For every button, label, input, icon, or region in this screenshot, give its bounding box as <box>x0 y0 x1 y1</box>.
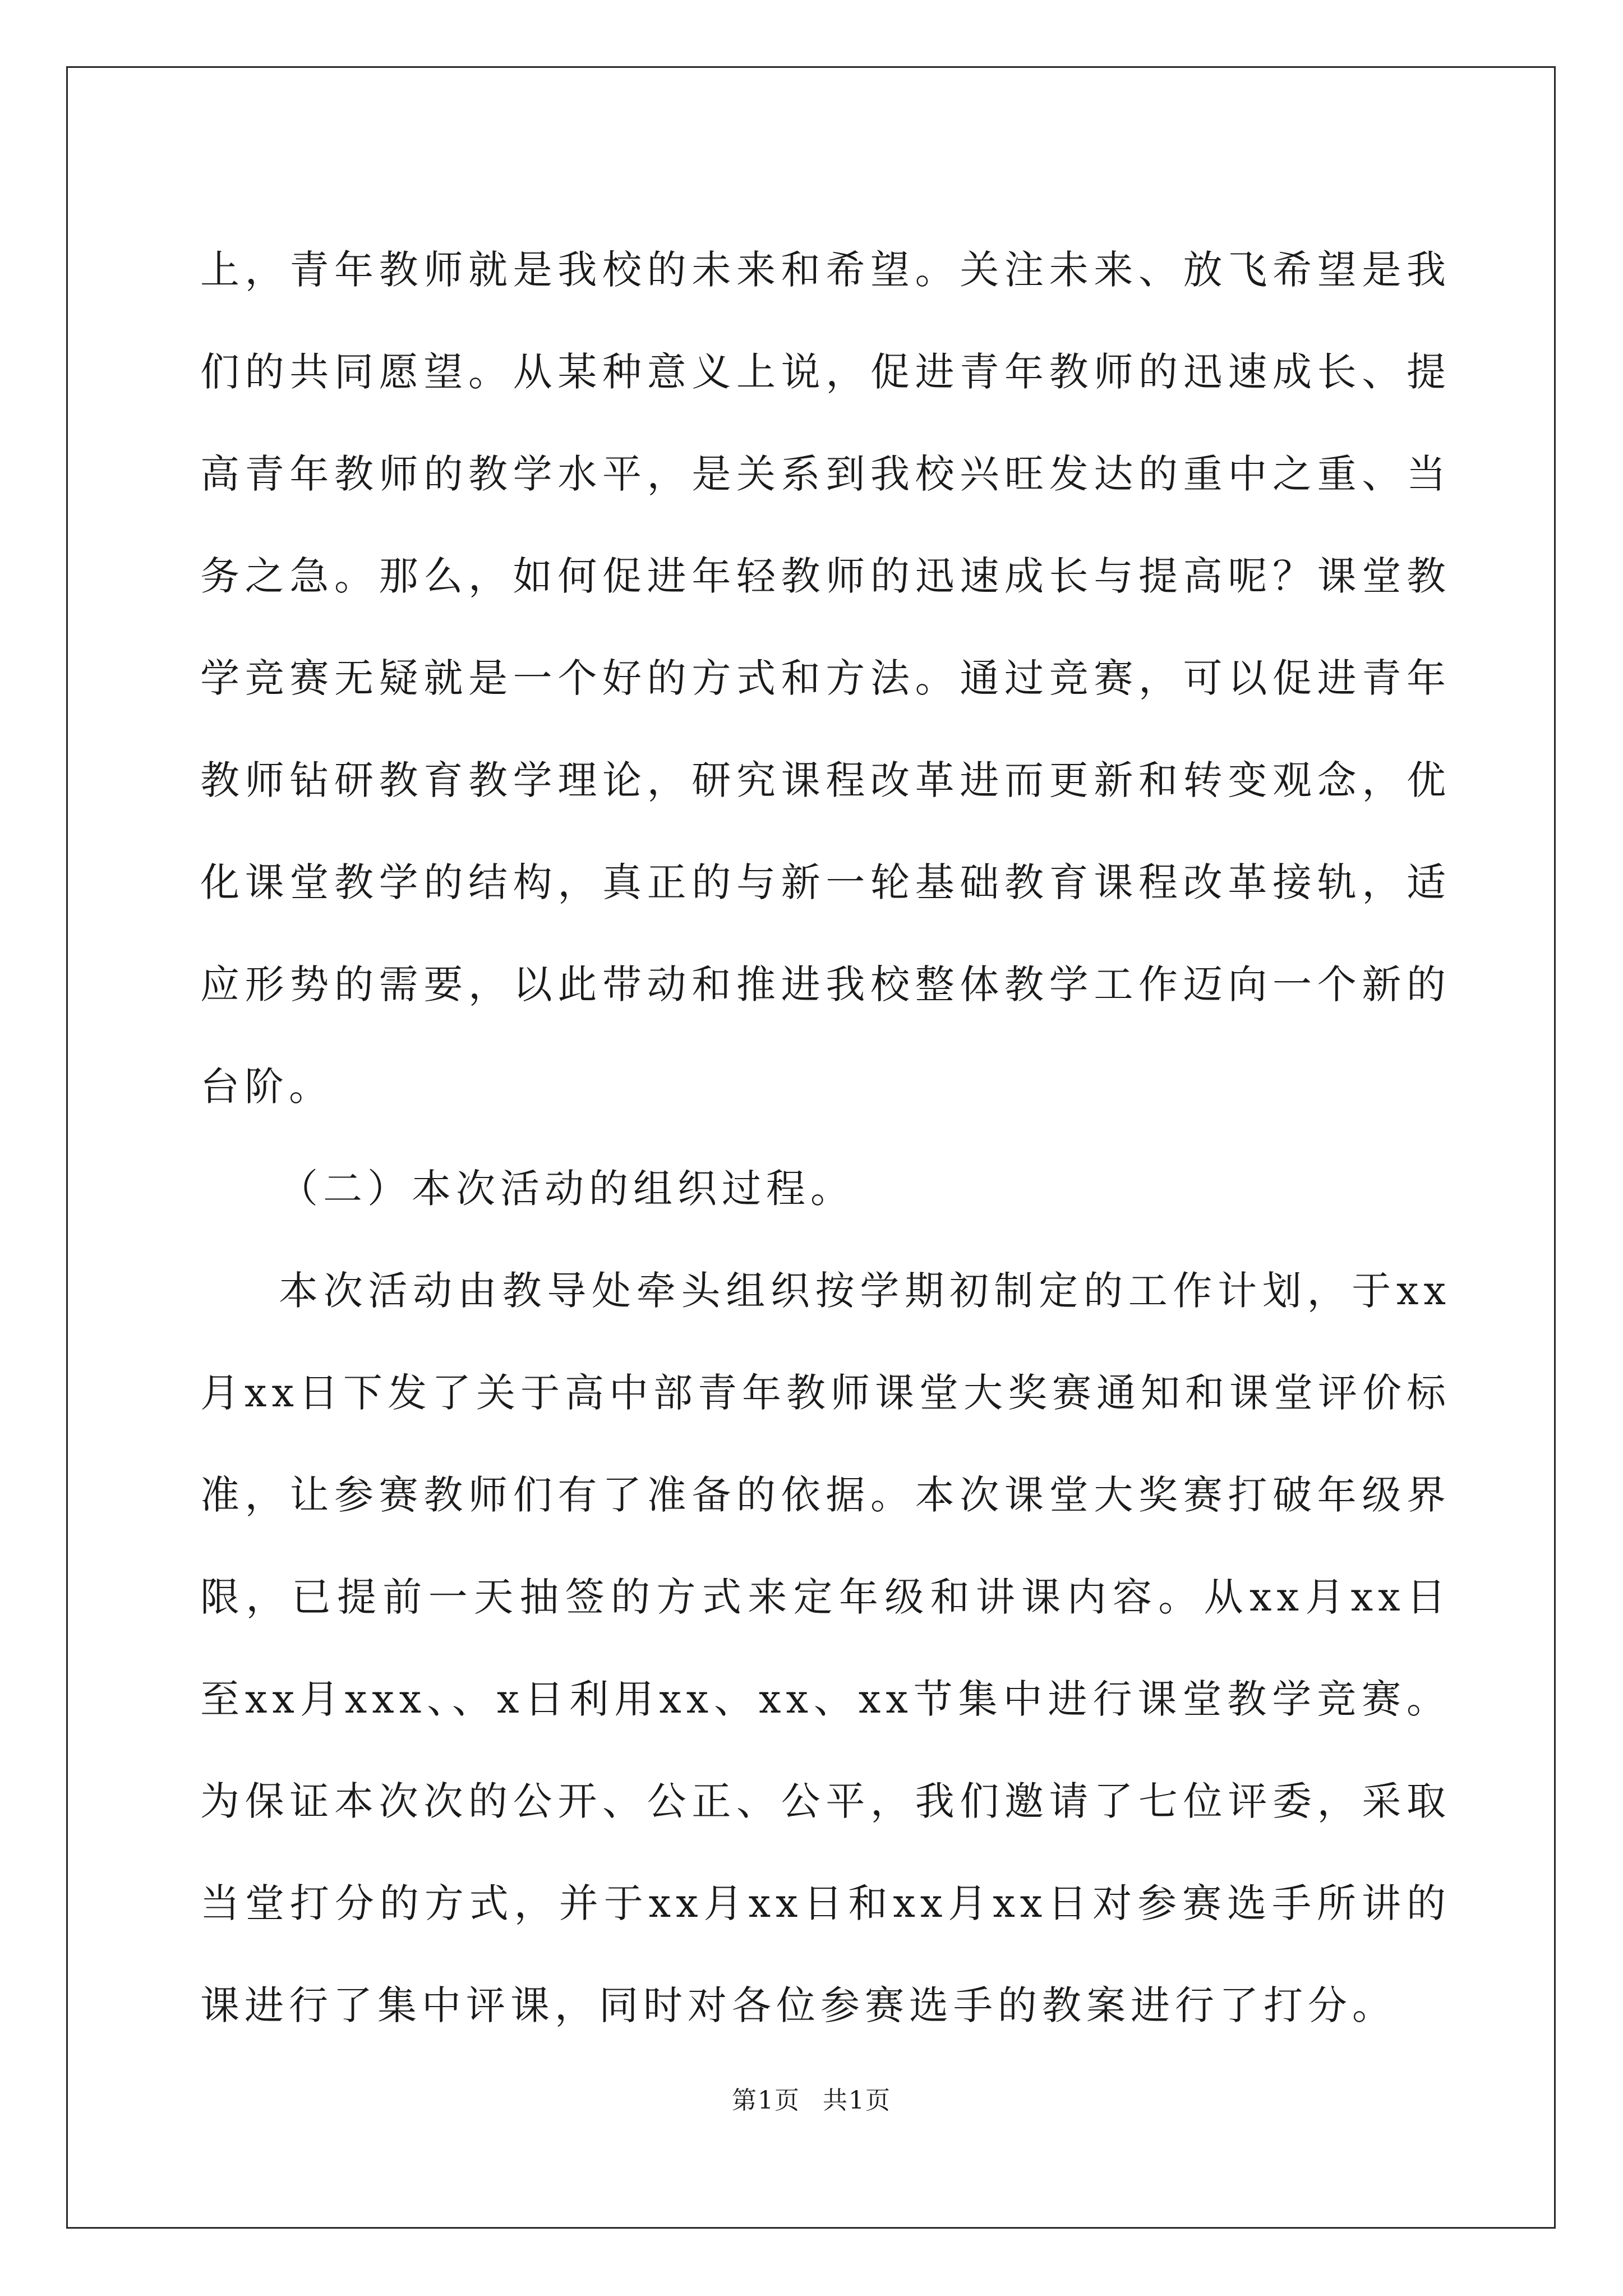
document-body <box>200 219 1451 2056</box>
page-footer <box>0 2084 1623 2118</box>
paragraph-intro: 上，青年教师就是我校的未来和希望。关注未来、放飞希望是我们的共同愿望。从某种意义上说，促进青年教师的迅速成长、提高青年教师的教学水平，是关系到我校兴旺发达的重中之重、当务之急。那么，如何促进年轻教师的迅速成长与提高呢？课堂教学竞赛无疑就是一个好的方式和方法。通过竞赛，可以促进青年教师钻研教育教学理论，研究课程改革进而更新和转变观念，优化课堂教学的结构，真正的与新一轮基础教育课程改革接轨，适应形势的需要，以此带动和推进我校整体教学工作迈向一个新的台阶。 <box>200 247 1451 1110</box>
section-heading: （二）本次活动的组织过程。 <box>279 1166 855 1212</box>
page-total: 共1页 <box>823 2086 891 2115</box>
page-number: 第1页 <box>732 2086 800 2115</box>
paragraph-process: 本次活动由教导处牵头组织按学期初制定的工作计划，于xx月xx日下发了关于高中部青年教师课堂大奖赛通知和课堂评价标准，让参赛教师们有了准备的依据。本次课堂大奖赛打破年级界限，已提前一天抽签的方式来定年级和讲课内容。从xx月xx日至xx月xxx、、x日利用xx、xx、xx节集中进行课堂教学竞赛。为保证本次次的公开、公正、公平，我们邀请了七位评委，采取当堂打分的方式，并于xx月xx日和xx月xx日对参赛选手所讲的课进行了集中评课，同时对各位参赛选手的教案进行了打分。 <box>200 1268 1451 2028</box>
